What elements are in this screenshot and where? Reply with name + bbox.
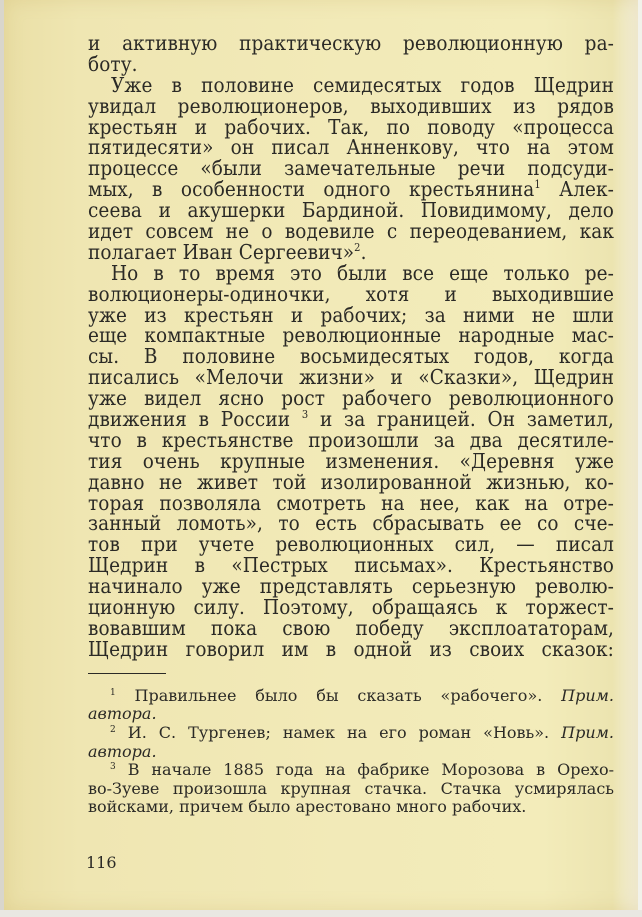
text-line: писались «Мелочи жизни» и «Сказки», Щедрин — [88, 365, 614, 390]
footnote-line: войсками, причем было арестовано много рабочих. — [88, 797, 527, 817]
text-line: крестьян и рабочих. Так, по поводу «процесса — [88, 114, 614, 139]
footnote-marker: 3 — [110, 762, 116, 773]
text-segment: движения в России — [88, 407, 291, 432]
text-line: Но в то время это были все еще только ре- — [111, 260, 614, 285]
text-line: занный ломоть», то есть сбрасывать ее со сче- — [88, 511, 614, 536]
text-line: Уже в половине семидесятых годов Щедрин — [111, 72, 614, 97]
text-line: что в крестьянстве произошли за два десятиле- — [88, 427, 614, 452]
footnote-2 — [88, 724, 614, 761]
footnote-divider — [88, 673, 166, 674]
footnote-text: Правильнее было бы сказать «рабочего». — [134, 685, 543, 705]
footnote-1 — [88, 687, 614, 724]
footnote-line — [88, 687, 614, 706]
author-note-label: автора. — [88, 704, 157, 724]
text-line — [88, 179, 614, 200]
paragraph — [88, 72, 614, 264]
text-line: уже видел ясно рост рабочего революционного — [88, 386, 614, 411]
text-line: сы. В половине восьмидесятых годов, когда — [88, 344, 614, 369]
author-note-label: Прим. — [561, 722, 615, 742]
footnote-ref-2: 2 — [354, 240, 361, 254]
text-line: боту. — [88, 51, 138, 76]
text-segment: мых, в особенности одного крестьянина — [88, 177, 535, 202]
text-line: увидал революционеров, выходивших из рядов — [88, 93, 614, 118]
author-note-label: автора. — [88, 741, 157, 761]
footnote-text: В начале 1885 года на фабрике Морозова в Орехо- — [127, 760, 614, 780]
text-line — [88, 409, 614, 430]
text-segment: . — [360, 239, 367, 264]
footnote-line — [88, 724, 614, 743]
scan-bottom-edge — [0, 910, 642, 917]
text-line: процессе «были замечательные речи подсуди- — [88, 156, 614, 181]
text-line: волюционеры-одиночки, хотя и выходившие — [88, 281, 614, 306]
text-line: начинало уже представлять серьезную револю- — [88, 574, 614, 599]
page-text — [88, 33, 614, 817]
text-line: торая позволяла смотреть на нее, как на отре- — [88, 490, 614, 515]
paragraph-continuation — [88, 33, 614, 75]
text-line: Щедрин в «Пестрых письмах». Крестьянство — [88, 553, 614, 578]
text-line: тия очень крупные изменения. «Деревня уже — [88, 448, 614, 473]
author-note-label: Прим. — [561, 685, 614, 705]
text-line — [88, 239, 614, 264]
text-segment: и за границей. Он заметил, — [319, 407, 614, 432]
text-segment: Алек- — [559, 177, 614, 202]
text-line: еще компактные революционные народные мас- — [88, 323, 614, 348]
page-number: 116 — [86, 853, 117, 872]
text-segment: полагает Иван Сергеевич» — [88, 239, 355, 264]
text-line: ционную силу. Поэтому, обращаясь к торжест- — [88, 595, 614, 620]
text-line: сеева и акушерки Бардиной. Повидимому, дело — [88, 198, 614, 223]
footnote-line — [88, 761, 614, 780]
paragraph — [88, 260, 614, 661]
footnote-marker: 1 — [110, 687, 116, 698]
text-line: идет совсем не о водевиле с переодеванием, как — [88, 219, 614, 244]
footnote-3 — [88, 761, 614, 817]
footnote-marker: 2 — [110, 724, 116, 735]
text-line: тов при учете революционных сил, — писал — [88, 532, 614, 557]
footnotes — [88, 687, 614, 817]
footnote-ref-1: 1 — [534, 178, 541, 192]
text-line: и активную практическую революционную ра- — [88, 31, 614, 55]
text-line: давно не живет той изолированной жизнью, ко- — [88, 469, 614, 494]
text-line: пятидесяти» он писал Анненкову, что на этом — [88, 135, 614, 160]
footnote-text: И. С. Тургенев; намек на его роман «Новь». — [127, 722, 550, 742]
text-line: Щедрин говорил им в одной из своих сказок: — [88, 636, 614, 661]
footnote-ref-3: 3 — [301, 408, 309, 422]
text-line: вовавшим пока свою победу эксплоататорам, — [88, 615, 614, 640]
footnote-line: во-Зуеве произошла крупная стачка. Стачка усмирялась — [88, 778, 614, 798]
text-line: уже из крестьян и рабочих; за ними не шли — [88, 302, 614, 327]
